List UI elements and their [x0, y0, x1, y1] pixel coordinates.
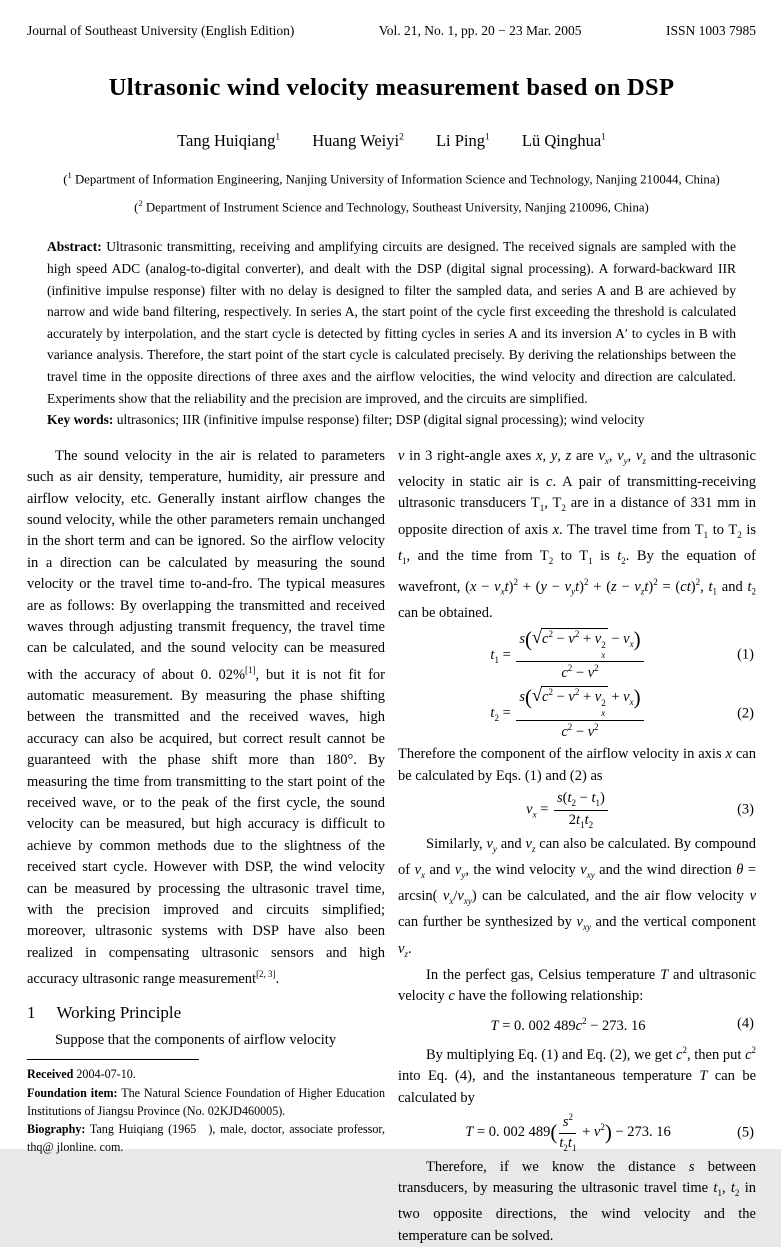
two-column-body	[27, 446, 756, 1247]
received-label: Received	[27, 1067, 74, 1082]
equation-3-number: (3)	[737, 801, 754, 818]
biography-note	[27, 1120, 385, 1156]
abstract-paragraph	[47, 236, 736, 409]
author-name: Tang Huiqiang	[177, 130, 276, 150]
section-number: 1	[27, 1002, 36, 1022]
affiliation-1	[27, 163, 756, 191]
foundation-text: The Natural Science Foundation of Higher Education Institutions of Jiangsu Province (No. 02KJD460005).	[27, 1085, 385, 1118]
received-date: 2004-07-10.	[76, 1067, 136, 1082]
abstract-block	[47, 236, 736, 430]
keywords-text: ultrasonics; IIR (infinitive impulse response) filter; DSP (digital signal processing); wind velocity	[116, 412, 645, 428]
paper-title: Ultrasonic wind velocity measurement based on DSP	[108, 73, 675, 101]
right-column	[398, 446, 756, 1247]
author-2	[312, 131, 404, 150]
principle-paragraph-4: In the perfect gas, Celsius temperature T and ultrasonic velocity c have the following relationship:	[398, 967, 756, 1005]
journal-name: Journal of Southeast University (English Edition)	[27, 23, 295, 38]
affiliation-text: Department of Information Engineering, Nanjing University of Information Science and Technology, Nanjing 210044, China)	[74, 172, 720, 187]
equation-3	[398, 789, 754, 831]
section-1-paragraph: Suppose that the components of airflow velocity	[55, 1031, 337, 1048]
equation-1	[398, 626, 754, 683]
equation-5	[398, 1112, 754, 1153]
author-affiliation-mark: 1	[601, 132, 606, 143]
section-title: Working Principle	[56, 1002, 182, 1022]
affiliation-paren: (	[63, 172, 68, 187]
journal-header	[27, 24, 756, 39]
intro-paragraph: The sound velocity in the air is related to parameters such as air density, temperature, humidity, air pressure and airflow velocity, etc. Generally instant airflow changes the sound velocity, while the other parameters remain unchanged in the short term and can be ignored. So the airflow velocity in a direction can be calculated by measuring the sound velocity or the travel time to-and-fro. The typical measures are as follows: By overlapping the transmitted and received waves through adjusting transmit frequency, the travel time can be calculated, and the sound velocity can be measured with the accuracy of about 0. 02%[1], but it is not fit for automatic measurement. By measuring the phase shifting between the transmitted and the received waves, high accuracy can also be acquired, but correct result cannot be guaranteed with the phase shift more than 180°. By measuring the time from transmitting to the start point of the received wave, or to the peak of the first cycle, the sound velocity can be measured, but high accuracy is difficult to achieve by common methods due to the slightness of the received start cycle. However with DSP, the wind velocity can be measured by processing the ultrasonic travel time, with the precision improved and circuits simplified; moreover, ultrasonic systems with DSP have also been realized in compensating ultrasonic sensors and high accuracy ultrasonic range measurement[2, 3].	[27, 447, 385, 988]
author-name: Huang Weiyi	[312, 130, 400, 150]
left-column	[27, 446, 385, 1247]
equation-5-number: (5)	[737, 1124, 754, 1141]
equation-4-body: T = 0. 002 $489c^2 - 273$. 16	[490, 1015, 646, 1034]
equation-1-number: (1)	[737, 646, 754, 663]
received-note	[27, 1065, 385, 1083]
abstract-label: Abstract:	[47, 239, 102, 255]
biography-label: Biography:	[27, 1121, 86, 1136]
author-affiliation-mark: 2	[399, 132, 404, 143]
footnote-block	[27, 1059, 385, 1156]
author-1	[177, 131, 280, 150]
principle-paragraph-5: By multiplying Eq. (1) and Eq. (2), we get $c^2$, then put $c^2$ into Eq. (4), and the instantaneous temperature T can be calculated by	[398, 1045, 757, 1106]
keywords-label: Key words:	[47, 412, 114, 428]
footnote-rule	[27, 1059, 199, 1060]
keywords-paragraph	[47, 409, 736, 431]
equation-2-body: $t_2$ = s( √ $c^2 - v^2 + v$ 2 x + $v_x$) $c^2 - v^2$	[490, 686, 645, 741]
journal-issue-info: Vol. 21, No. 1, pp. 20 − 23 Mar. 2005	[378, 23, 582, 38]
affiliation-mark: 1	[67, 169, 72, 180]
affiliation-2	[27, 191, 756, 219]
foundation-label: Foundation item:	[27, 1085, 118, 1100]
author-name: Lü Qinghua	[521, 130, 602, 150]
affiliation-text: Department of Instrument Science and Technology, Southeast University, Nanjing 210096, China)	[145, 200, 649, 215]
affiliation-paren: (	[134, 200, 139, 215]
author-name: Li Ping	[435, 130, 485, 150]
principle-paragraph-3: Similarly, $v_y$ and $v_z$ can also be calculated. By compound of $v_x$ and $v_y$, the wind velocity $v_{xy}$ and the wind direction θ = arcsin( $v_x/v_{xy}$) can be calculated, and the air flow velocity v can further be synthesized by $v_{xy}$ and the vertical component $v_z$.	[398, 835, 757, 959]
equation-2-number: (2)	[737, 704, 754, 721]
equation-3-body: $v_x$ = $\frac{s(t_2 - t_1)}{2t_1t_2}$	[526, 790, 610, 831]
equation-2	[398, 684, 754, 741]
section-1-heading	[27, 1002, 385, 1023]
foundation-note	[27, 1084, 385, 1120]
author-3	[436, 131, 490, 150]
author-list	[27, 131, 756, 151]
equation-1-body: $t_1$ = s( √ $c^2 - v^2 + v$ 2 x − $v_x$) $c^2 - v^2$	[490, 628, 645, 683]
author-4	[522, 131, 606, 150]
biography-text: Tang Huiqiang (1965 ), male, doctor, associate professor, thq@ jlonline. com.	[27, 1121, 385, 1155]
equation-4	[398, 1011, 754, 1037]
author-affiliation-mark: 1	[485, 132, 490, 143]
journal-issn: ISSN 1003 7985	[665, 23, 756, 38]
principle-paragraph-1: v in 3 right-angle axes x, y, z are $v_x$, $v_y$, $v_z$ and the ultrasonic velocity in static air is c. A pair of transmitting-receiving ultrasonic transducers $T_1$, $T_2$ are in a distance of 331 mm in opposite direction of axis x. The travel time from $T_1$ to $T_2$ is $t_1$, and the time from $T_2$ to $T_1$ is $t_2$. By the equation of wavefront, $(x - v_xt)^2 + (y - v_yt)^2 + (z - v_zt)^2 = (ct)^2$, $t_1$ and $t_2$ can be obtained.	[398, 447, 757, 622]
affiliation-list	[27, 163, 756, 220]
equation-5-body: T = 0. 002 489( $\frac{s^2}{t_2t_1}$ + $v^2) - 273$. 16	[465, 1112, 671, 1153]
principle-paragraph-2: Therefore the component of the airflow velocity in axis x can be calculated by Eqs. (1) and (2) as	[398, 746, 756, 784]
equation-4-number: (4)	[737, 1015, 754, 1032]
principle-paragraph-6: Therefore, if we know the distance s between transducers, by measuring the ultrasonic travel time $t_1$, $t_2$ in two opposite directions, the wind velocity and the temperature can be solved.	[398, 1158, 757, 1244]
abstract-text: Ultrasonic transmitting, receiving and amplifying circuits are designed. The received signals are sampled with the high speed ADC (analog-to-digital converter), and dealt with the DSP (digital signal processing). A forward-backward IIR (infinitive impulse response) filter with no delay is designed to filter the sampled data, and series A and B are achieved by narrow and wide band filtering, respectively. In series A, the start point of the cycle first exceeding the threshold is calculated accurately by interpolation, and the start cycle is detected by fitting cycles in series A and its inversion A′ to cycles in B with variance analysis. Therefore, the start point of the start cycle is calculated precisely. By deriving the relationships between the travel time in the opposite directions of three axes and the airflow velocities, the wind velocity and direction are calculated. Experiments show that the reliability and the precision are improved, and the circuits are simplified.	[47, 239, 737, 406]
author-affiliation-mark: 1	[275, 132, 281, 143]
affiliation-mark: 2	[138, 198, 143, 209]
